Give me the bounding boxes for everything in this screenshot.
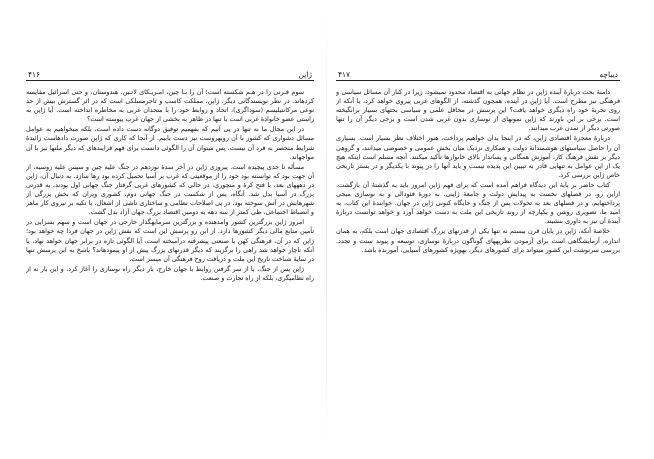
left-paragraph-5: ژاپن پس از جنگ، با از سر گرفتن روابط با جهان خارج، بار دیگر راه نوسازی را آغاز کرد، و این بار نه از راه نظامیگری، بلکه از راه تجارت و صنعت. <box>26 264 314 282</box>
right-paragraph-3: کتاب حاضر بر پایهٔ این دیدگاه فراهم آمده است که برای فهم ژاپن امروز باید به گذشتهٔ آن بازگشت. ازاین رو، در فصلهای نخست به پیدایش دولت و جامعهٔ ژاپنی، به دورهٔ فئودالی و به نوسازی میجی پرداختهایم، و در فصلهای بعد به تحولات پس از جنگ و جایگاه کنونی ژاپن در جهان. خوانندهٔ این کتاب، به امید ما، تصویری روشن و یکپارچه از روند تاریخی این ملت به دست خواهد آورد و خواهد توانست دربارهٔ آیندهٔ آن نیز به داوری بنشیند. <box>336 180 620 226</box>
left-paragraph-3: مسأله تا حدی پیچیده است. پیروزی ژاپن در آخر سدهٔ نوزدهم در جنگ علیه چین و سپس علیه روسیه، از آن جهت بود که توانسته بود خود را از موقعیتی که غرب بر آسیا تحمیل کرده بود رها سازد. به دنبال آن، ژاپن در دهههای بعد، با فتح کرهٔ و منچوری، در حالی که کشورهای غربی گرفتار جنگ جهانی اول بودند، به قدرتی بزرگ در آسیا بدل شد. آنگاه، پس از شکست در جنگ جهانی دوم، کشوری ویران که بخش بزرگی از شهرهایش در آتش سوخته بود، در پی اصلاحات نظامی و ساختاری ناشی از اشغال، با تکیه بر نیروی کار ماهر و انضباط اجتماعی، طی کمتر از سه دهه به دومین اقتصاد بزرگ جهان آزاد بدل گشت. <box>26 162 314 217</box>
right-page-number: ۴۱۷ <box>338 70 351 79</box>
left-paragraph-2: در این مجال ما نه تنها در پی آنیم که بفهمیم توفیق دوگانه دست داده است، بلکه میخواهیم به عوامل مسائل دشواری که کشور با آن روبهروست نیز دست یابیم. از آنجا که کاری که ژاپن صورت دادهاست زائیدهٔ شرایط منحصر به فرد آن نیست، پس میتوان آن را الگوئی دانست برای فهم فرایندهای که دیگر ملتها نیز با آن مواجهاند. <box>26 125 314 161</box>
left-page-number: ۴۱۶ <box>28 70 41 79</box>
book-gutter <box>326 0 327 459</box>
left-paragraph-1: سوم قـرنی را در هـم شکسته است؛ آن را بـا چین، امـریـکای لاتـین، هندوستان، و حتی اسرائیل مقایسه کردهاند. در نظر نویسندگانی دیگر، ژاپن، مملکت کاسب و تاجرمسلکی است که در اثر گسترش بیش از حد نوعی مرکانتیلیسم (سوداگری)، اتحاد و روابط خود را با متحدان غربی به مخاطره انداخته است. آیا ژاپن به راستی عضو خانوادهٔ غربی است یا تنها در ظاهر به بخشی از جهان غرب پیوسته است؟ <box>26 88 314 124</box>
left-header-title: ژاپن <box>298 70 312 79</box>
right-paragraph-1: دامنهٔ بحث دربارهٔ آینده ژاپن در نظام جهانی به اقتصاد محدود نمیشود، زیرا در کنار آن مسائل سیاسی و فرهنگی نیز مطرح است. آیا ژاپن در آینده، همچون گذشته، از الگوهای غربی پیروی خواهد کرد، یا آنکه از روی تجربهٔ خود راه دیگری خواهد یافت؟ این پرسش در محافل علمی و سیاسی بحثهای بسیار برانگیخته است. برخی بر این باورند که ژاپن نمونهای از نوسازی بدون غربی شدن است و برخی دیگر آن را تنها صورتی دیگر از تمدن غرب میدانند. <box>336 88 620 133</box>
right-running-header <box>336 68 620 81</box>
left-paragraph-4: امروز ژاپن بزرگترین کشور وامدهنده و بزرگترین سرمایهگذار خارجی در جهان است و سهم بسزایی در تأمین منابع مالی دیگر کشورها دارد. از این رو پرسش این است که نقش ژاپن در جهان فردا چه خواهد بود؛ ژاپن که در آن، فرهنگی کهن با صنعتی پیشرفته درآمیخته است، آیا الگوئی تازه در برابر جهان خواهد نهاد، یا آنکه ناچار خواهد شد راهی را برگزیند که دیگر قدرتهای بزرگ پیش از او پیمودهاند؟ پاسخ به این پرسش تنها در سایهٔ شناخت تاریخ این ملت و دریافت روح فرهنگی آن میسر است. <box>26 218 314 263</box>
right-paragraph-4: خلاصهٔ آنکه، ژاپن در پایان قرن بیستم نه تنها یکی از قدرتهای بزرگ اقتصادی جهان است بلکه، به همان اندازه، آزمایشگاهی است برای آزمودن نظریههای گوناگون دربارهٔ نوسازی، توسعه و پیوند سنت و تجدد. بررسی سرنوشت این کشور میتواند برای کشورهای دیگر، بهویژه کشورهای آسیایی، آموزنده باشد. <box>336 227 620 254</box>
right-header-title: دیباچه <box>599 70 618 79</box>
right-page <box>336 72 620 444</box>
left-page <box>26 72 314 444</box>
right-page-body <box>336 88 620 444</box>
left-running-header <box>26 68 314 81</box>
right-paragraph-2: دربارهٔ معجزهٔ اقتصادی ژاپن، که در اینجا بدان خواهیم پرداخت، هنوز اختلاف نظر بسیار است. بسیاری آن را حاصل سیاستهای هوشمندانهٔ دولت و همکاری نزدیک میان بخش عمومی و خصوصی میدانند، و گروهی دیگر بر نقش فرهنگ کار، آموزش همگانی و پسانداز بالای خانوارها تأکید میکنند. آنچه مسلم است اینکه هیچ یک از این عوامل به تنهایی قادر به تبیین این پدیده نیست و باید آنها را در پیوند با یکدیگر و در بستر تاریخی خاص ژاپن بررسی کرد. <box>336 134 620 179</box>
left-page-body <box>26 88 314 444</box>
